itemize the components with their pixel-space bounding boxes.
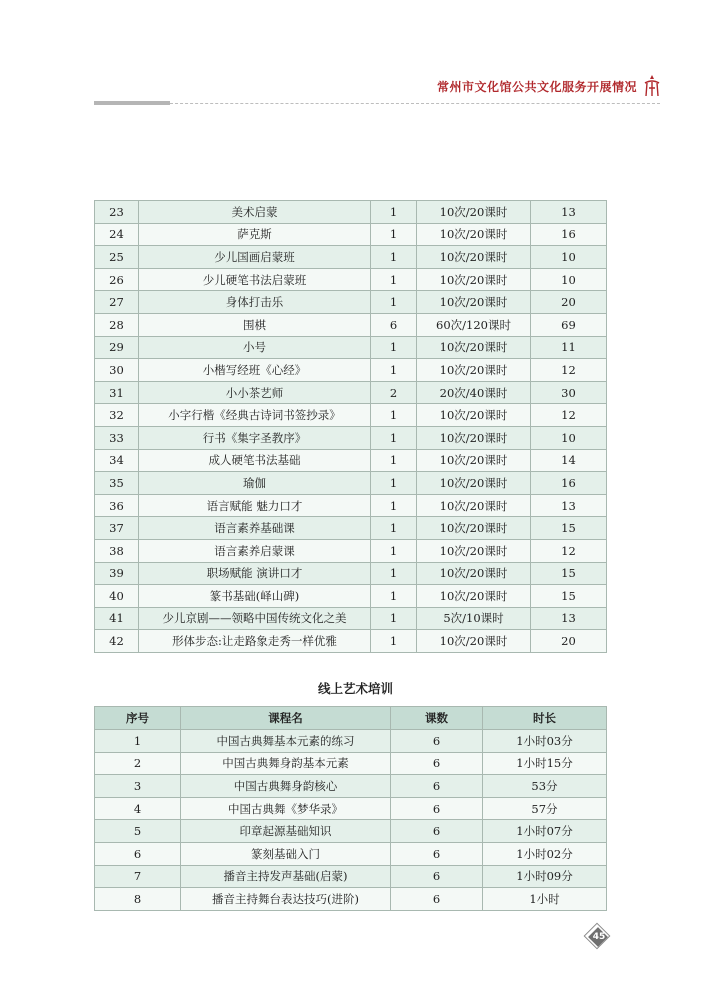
table-row [95, 494, 607, 517]
cell-index: 37 [95, 517, 139, 540]
cell-sessions: 5次/10课时 [417, 607, 531, 630]
cell-sessions: 10次/20课时 [417, 426, 531, 449]
cell-enrollment: 13 [531, 494, 607, 517]
cell-index: 36 [95, 494, 139, 517]
table-row [95, 336, 607, 359]
cell-course-name: 萨克斯 [139, 223, 371, 246]
cell-course-name: 中国古典舞身韵核心 [181, 775, 391, 798]
cell-index: 29 [95, 336, 139, 359]
cell-sessions: 10次/20课时 [417, 472, 531, 495]
header-duration: 时长 [483, 707, 607, 730]
table-row [95, 381, 607, 404]
cell-lesson-count: 6 [391, 820, 483, 843]
cell-enrollment: 11 [531, 336, 607, 359]
cell-course-name: 篆书基础(峄山碑) [139, 585, 371, 608]
cell-duration: 1小时15分 [483, 752, 607, 775]
cell-class-count: 2 [371, 381, 417, 404]
cell-class-count: 6 [371, 313, 417, 336]
cell-class-count: 1 [371, 268, 417, 291]
table-row [95, 842, 607, 865]
cell-sessions: 10次/20课时 [417, 201, 531, 224]
table-row [95, 426, 607, 449]
cell-class-count: 1 [371, 359, 417, 382]
cell-index: 23 [95, 201, 139, 224]
table-row [95, 585, 607, 608]
cell-enrollment: 16 [531, 472, 607, 495]
cell-class-count: 1 [371, 539, 417, 562]
cell-course-name: 中国古典舞《梦华录》 [181, 797, 391, 820]
cell-sessions: 10次/20课时 [417, 562, 531, 585]
cell-class-count: 1 [371, 449, 417, 472]
cell-index: 42 [95, 630, 139, 653]
cell-enrollment: 20 [531, 630, 607, 653]
online-table-header-row [95, 707, 607, 730]
table-row [95, 449, 607, 472]
table-row [95, 820, 607, 843]
cell-duration: 1小时07分 [483, 820, 607, 843]
cell-index: 6 [95, 842, 181, 865]
cell-sessions: 10次/20课时 [417, 517, 531, 540]
cell-index: 31 [95, 381, 139, 404]
table-row [95, 359, 607, 382]
cell-sessions: 20次/40课时 [417, 381, 531, 404]
cell-index: 26 [95, 268, 139, 291]
cell-class-count: 1 [371, 336, 417, 359]
table-row [95, 268, 607, 291]
header-divider-dotted [170, 103, 660, 104]
table-row [95, 404, 607, 427]
cell-sessions: 10次/20课时 [417, 246, 531, 269]
cell-sessions: 10次/20课时 [417, 359, 531, 382]
cell-sessions: 10次/20课时 [417, 539, 531, 562]
cell-class-count: 1 [371, 472, 417, 495]
cell-course-name: 少儿京剧——领略中国传统文化之美 [139, 607, 371, 630]
cell-sessions: 60次/120课时 [417, 313, 531, 336]
cell-enrollment: 10 [531, 268, 607, 291]
cell-class-count: 1 [371, 562, 417, 585]
cell-sessions: 10次/20课时 [417, 223, 531, 246]
table-row [95, 201, 607, 224]
cell-duration: 1小时 [483, 888, 607, 911]
header-course-name: 课程名 [181, 707, 391, 730]
cell-course-name: 美术启蒙 [139, 201, 371, 224]
cell-lesson-count: 6 [391, 730, 483, 753]
cell-course-name: 身体打击乐 [139, 291, 371, 314]
table-row [95, 607, 607, 630]
cell-index: 39 [95, 562, 139, 585]
cell-sessions: 10次/20课时 [417, 404, 531, 427]
cell-course-name: 少儿硬笔书法启蒙班 [139, 268, 371, 291]
cell-sessions: 10次/20课时 [417, 585, 531, 608]
cell-course-name: 语言素养基础课 [139, 517, 371, 540]
cell-enrollment: 13 [531, 201, 607, 224]
cell-sessions: 10次/20课时 [417, 449, 531, 472]
table-row [95, 865, 607, 888]
cell-enrollment: 10 [531, 426, 607, 449]
header-divider-bar [94, 101, 170, 105]
table-row [95, 539, 607, 562]
cell-index: 3 [95, 775, 181, 798]
table-row [95, 730, 607, 753]
cell-enrollment: 15 [531, 517, 607, 540]
cell-lesson-count: 6 [391, 752, 483, 775]
cell-enrollment: 13 [531, 607, 607, 630]
cell-course-name: 中国古典舞身韵基本元素 [181, 752, 391, 775]
cell-class-count: 1 [371, 585, 417, 608]
cell-index: 24 [95, 223, 139, 246]
table-row [95, 313, 607, 336]
online-training-section-title: 线上艺术培训 [317, 681, 393, 696]
cell-enrollment: 30 [531, 381, 607, 404]
cell-sessions: 10次/20课时 [417, 494, 531, 517]
cell-enrollment: 69 [531, 313, 607, 336]
cell-course-name: 小楷写经班《心经》 [139, 359, 371, 382]
cell-enrollment: 12 [531, 539, 607, 562]
cell-course-name: 成人硬笔书法基础 [139, 449, 371, 472]
header-lesson-count: 课数 [391, 707, 483, 730]
cell-course-name: 小小茶艺师 [139, 381, 371, 404]
cell-index: 34 [95, 449, 139, 472]
cell-sessions: 10次/20课时 [417, 291, 531, 314]
cell-course-name: 播音主持舞台表达技巧(进阶) [181, 888, 391, 911]
cell-index: 38 [95, 539, 139, 562]
cell-lesson-count: 6 [391, 888, 483, 911]
cell-enrollment: 14 [531, 449, 607, 472]
cell-duration: 1小时09分 [483, 865, 607, 888]
table-row [95, 775, 607, 798]
cell-course-name: 行书《集字圣教序》 [139, 426, 371, 449]
cell-index: 41 [95, 607, 139, 630]
cell-duration: 53分 [483, 775, 607, 798]
cell-class-count: 1 [371, 201, 417, 224]
table-row [95, 517, 607, 540]
cell-index: 8 [95, 888, 181, 911]
cell-course-name: 形体步态:让走路象走秀一样优雅 [139, 630, 371, 653]
cell-course-name: 播音主持发声基础(启蒙) [181, 865, 391, 888]
cell-enrollment: 15 [531, 562, 607, 585]
cell-sessions: 10次/20课时 [417, 630, 531, 653]
document-header-title: 常州市文化馆公共文化服务开展情况 [436, 80, 637, 94]
cell-enrollment: 12 [531, 359, 607, 382]
cell-index: 25 [95, 246, 139, 269]
table-row [95, 888, 607, 911]
cell-enrollment: 10 [531, 246, 607, 269]
cell-enrollment: 15 [531, 585, 607, 608]
cell-duration: 1小时02分 [483, 842, 607, 865]
cell-course-name: 围棋 [139, 313, 371, 336]
cell-sessions: 10次/20课时 [417, 336, 531, 359]
offline-course-table [94, 200, 607, 653]
cell-class-count: 1 [371, 404, 417, 427]
cell-index: 35 [95, 472, 139, 495]
seal-logo-icon [642, 74, 662, 98]
cell-class-count: 1 [371, 630, 417, 653]
cell-class-count: 1 [371, 607, 417, 630]
cell-index: 2 [95, 752, 181, 775]
cell-index: 27 [95, 291, 139, 314]
header-index: 序号 [95, 707, 181, 730]
cell-course-name: 语言赋能 魅力口才 [139, 494, 371, 517]
cell-sessions: 10次/20课时 [417, 268, 531, 291]
cell-course-name: 少儿国画启蒙班 [139, 246, 371, 269]
cell-index: 4 [95, 797, 181, 820]
cell-enrollment: 12 [531, 404, 607, 427]
online-course-table [94, 706, 607, 911]
table-row [95, 472, 607, 495]
cell-course-name: 中国古典舞基本元素的练习 [181, 730, 391, 753]
table-row [95, 797, 607, 820]
cell-course-name: 小号 [139, 336, 371, 359]
cell-duration: 57分 [483, 797, 607, 820]
table-row [95, 223, 607, 246]
cell-class-count: 1 [371, 494, 417, 517]
cell-class-count: 1 [371, 223, 417, 246]
cell-lesson-count: 6 [391, 797, 483, 820]
cell-lesson-count: 6 [391, 775, 483, 798]
cell-lesson-count: 6 [391, 842, 483, 865]
cell-course-name: 印章起源基础知识 [181, 820, 391, 843]
cell-index: 40 [95, 585, 139, 608]
cell-index: 30 [95, 359, 139, 382]
cell-course-name: 语言素养启蒙课 [139, 539, 371, 562]
cell-class-count: 1 [371, 426, 417, 449]
cell-index: 28 [95, 313, 139, 336]
table-row [95, 246, 607, 269]
cell-index: 5 [95, 820, 181, 843]
table-row [95, 291, 607, 314]
cell-duration: 1小时03分 [483, 730, 607, 753]
page-number: 45 [592, 932, 606, 942]
table-row [95, 752, 607, 775]
table-row [95, 562, 607, 585]
cell-course-name: 小字行楷《经典古诗词书签抄录》 [139, 404, 371, 427]
cell-index: 33 [95, 426, 139, 449]
cell-course-name: 瑜伽 [139, 472, 371, 495]
table-row [95, 630, 607, 653]
cell-enrollment: 20 [531, 291, 607, 314]
cell-index: 7 [95, 865, 181, 888]
cell-lesson-count: 6 [391, 865, 483, 888]
cell-course-name: 篆刻基础入门 [181, 842, 391, 865]
cell-course-name: 职场赋能 演讲口才 [139, 562, 371, 585]
cell-index: 1 [95, 730, 181, 753]
cell-enrollment: 16 [531, 223, 607, 246]
cell-class-count: 1 [371, 246, 417, 269]
cell-class-count: 1 [371, 517, 417, 540]
cell-class-count: 1 [371, 291, 417, 314]
cell-index: 32 [95, 404, 139, 427]
